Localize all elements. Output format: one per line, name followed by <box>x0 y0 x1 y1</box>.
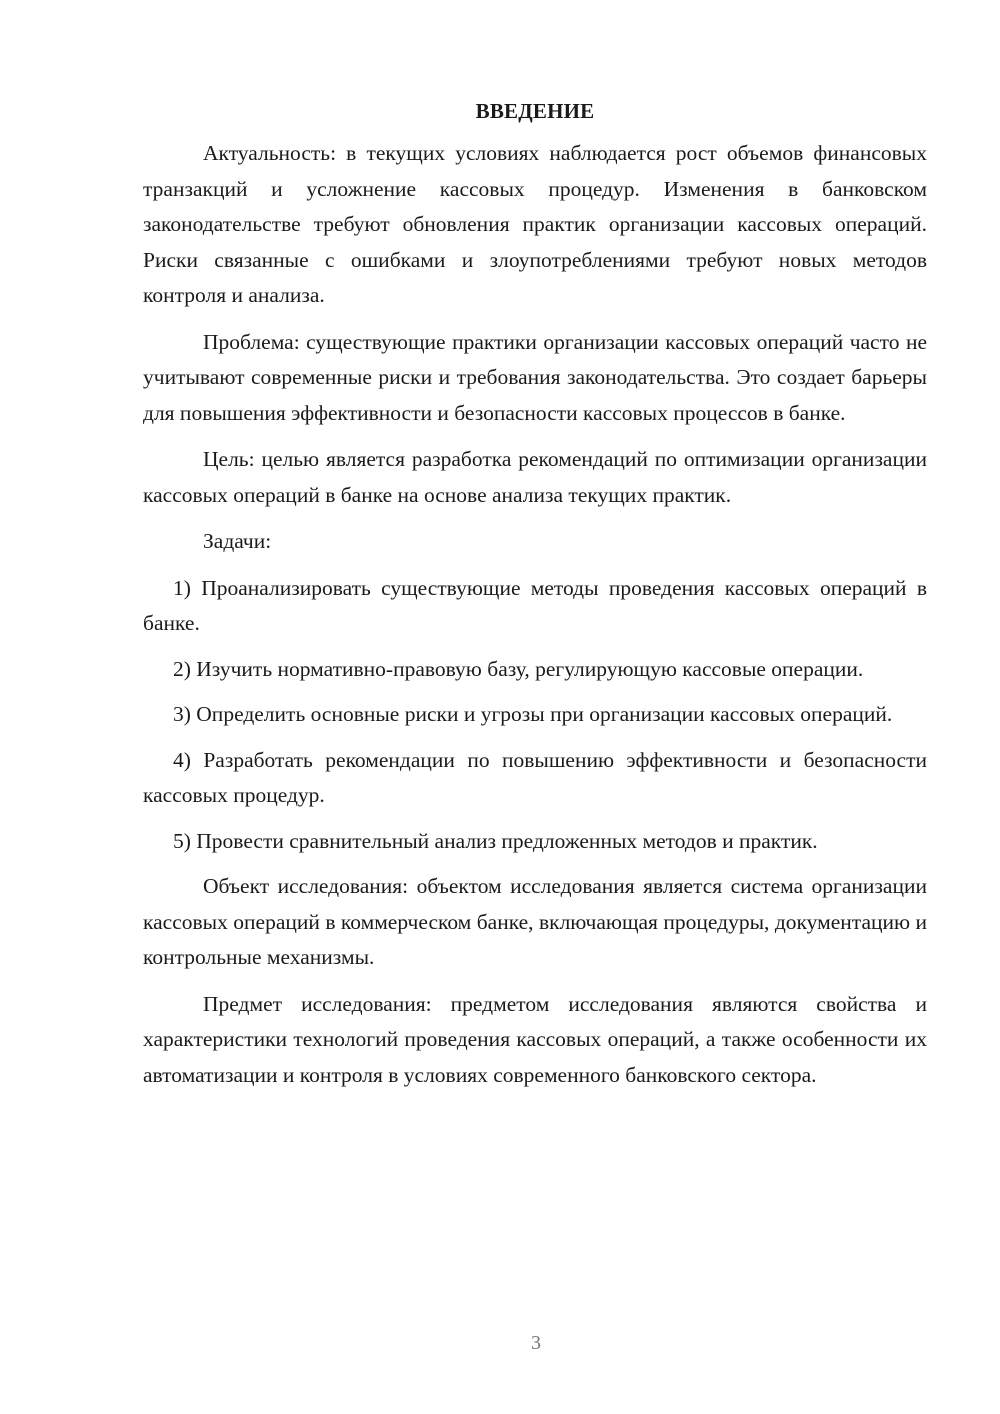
tasks-heading: Задачи: <box>203 529 272 553</box>
task-item-5: 5) Провести сравнительный анализ предложенных методов и практик. <box>173 828 818 853</box>
task-list <box>143 571 927 860</box>
page-title: ВВЕДЕНИЕ <box>475 99 595 123</box>
page-number: 3 <box>531 1332 541 1354</box>
task-item-2: 2) Изучить нормативно-правовую базу, регулирующую кассовые операции. <box>173 656 864 681</box>
task-item-4: 4) Разработать рекомендации по повышению эффективности и безопасности кассовых процедур. <box>143 747 927 807</box>
paragraph-relevance: Актуальность: в текущих условиях наблюдается рост объемов финансовых транзакций и усложнение кассовых процедур. Изменения в банковском законодательстве требуют обновления практик организации кассовых операций. Риски связанные с ошибками и злоупотреблениями требуют новых методов контроля и анализа. <box>143 141 927 307</box>
task-item-3: 3) Определить основные риски и угрозы при организации кассовых операций. <box>173 702 893 726</box>
paragraph-problem: Проблема: существующие практики организации кассовых операций часто не учитывают современные риски и требования законодательства. Это создает барьеры для повышения эффективности и безопасности кассовых процессов в банке. <box>143 329 927 425</box>
paragraph-goal: Цель: целью является разработка рекомендаций по оптимизации организации кассовых операций в банке на основе анализа текущих практик. <box>143 447 927 507</box>
paragraph-subject: Предмет исследования: предметом исследования являются свойства и характеристики технологий проведения кассовых операций, а также особенности их автоматизации и контроля в условиях современного банковского сектора. <box>143 991 927 1087</box>
paragraph-object: Объект исследования: объектом исследования является система организации кассовых операций в коммерческом банке, включающая процедуры, документацию и контрольные механизмы. <box>143 874 927 969</box>
page-content <box>143 96 927 1104</box>
task-item-1: 1) Проанализировать существующие методы проведения кассовых операций в банке. <box>143 575 927 635</box>
